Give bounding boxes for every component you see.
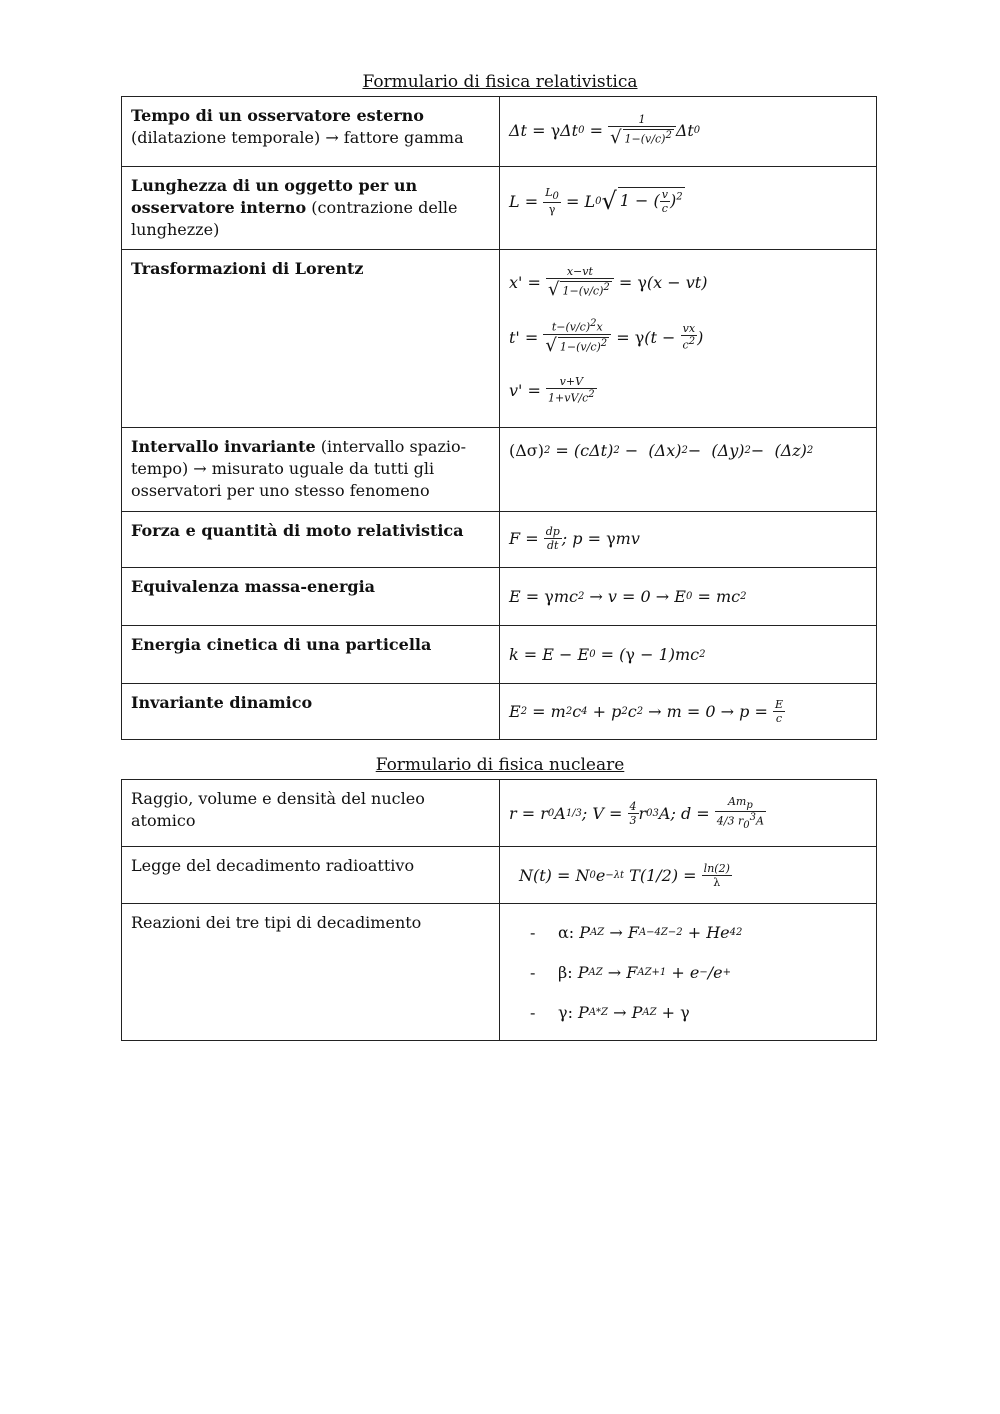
row-label: Reazioni dei tre tipi di decadimento <box>122 904 500 1041</box>
row-label: Legge del decadimento radioattivo <box>122 847 500 904</box>
formula-lorentz: x' = x−vt √ $1-(v/c)^2$ = γ (x − vt) t' = $t-(v/c)^2x$ √ $1-(v/c)^2$ = γ (t − vx $c^2$ ) v' = v+V $1+vV/c^2$ <box>500 250 877 428</box>
formula-decay-law: N(t) = N 0 e −λt T(1/2) = ln(2) λ <box>500 847 877 904</box>
table-row <box>122 512 877 568</box>
table-row <box>122 847 877 904</box>
table-row <box>122 684 877 740</box>
relativity-table <box>121 96 877 740</box>
row-label: Equivalenza massa-energia <box>122 568 500 626</box>
formula-force-momentum: F = dp dt ; p = γ mv <box>500 512 877 568</box>
table-row <box>122 428 877 512</box>
formula-length-contraction: L = $L_0$ γ = L 0 √ 1 − ( $\frac{v}{c}$ )$^2$ <box>500 167 877 250</box>
formula-decay-reactions: - α: P A Z → F A−4 Z−2 + He 4 2 - β: P A Z → F A Z+1 + e − /e + - γ: P A* Z → P A Z + γ <box>500 904 877 1041</box>
table-row <box>122 167 877 250</box>
formula-invariant-interval: (Δσ) 2 = (cΔt) 2 − (Δx) 2 − (Δy) 2 − (Δz) 2 <box>500 428 877 512</box>
decay-type-label: α: <box>558 922 575 942</box>
row-label: Forza e quantità di moto relativistica <box>122 512 500 568</box>
table-row <box>122 780 877 847</box>
row-label: Raggio, volume e densità del nucleo atomico <box>122 780 500 847</box>
nuclear-title: Formulario di fisica nucleare <box>375 755 625 775</box>
row-label: Trasformazioni di Lorentz <box>122 250 500 428</box>
decay-type-label: β: <box>558 962 573 982</box>
row-label: Intervallo invariante (intervallo spazio-tempo) → misurato uguale da tutti gli osservatori per uno stesso fenomeno <box>122 428 500 512</box>
table-row <box>122 626 877 684</box>
formula-kinetic-energy: k = E − E 0 = ( γ − 1)mc 2 <box>500 626 877 684</box>
table-row <box>122 250 877 428</box>
table-row <box>122 904 877 1041</box>
row-label: Energia cinetica di una particella <box>122 626 500 684</box>
formula-dynamic-invariant: E 2 = m 2 c 4 + p 2 c 2 → m = 0 → p = E c <box>500 684 877 740</box>
nuclear-table <box>121 779 877 1041</box>
row-label: Invariante dinamico <box>122 684 500 740</box>
relativity-title: Formulario di fisica relativistica <box>362 72 638 92</box>
decay-type-label: γ: <box>558 1002 573 1022</box>
row-label: Lunghezza di un oggetto per un osservatore interno (contrazione delle lunghezze) <box>122 167 500 250</box>
formula-mass-energy: E = γ mc 2 → v = 0 → E 0 = mc 2 <box>500 568 877 626</box>
table-row <box>122 568 877 626</box>
row-label: Tempo di un osservatore esterno (dilatazione temporale) → fattore gamma <box>122 97 500 167</box>
table-row <box>122 97 877 167</box>
formula-time-dilation: Δt = γ Δt 0 = 1 √ $1-(v/c)^2$ Δt 0 <box>500 97 877 167</box>
formula-nucleus: r = r 0 A 1/3 ; V = 4 3 r 0 3 A; d = $Am_p$ 4/3 $r_0^3A$ <box>500 780 877 847</box>
